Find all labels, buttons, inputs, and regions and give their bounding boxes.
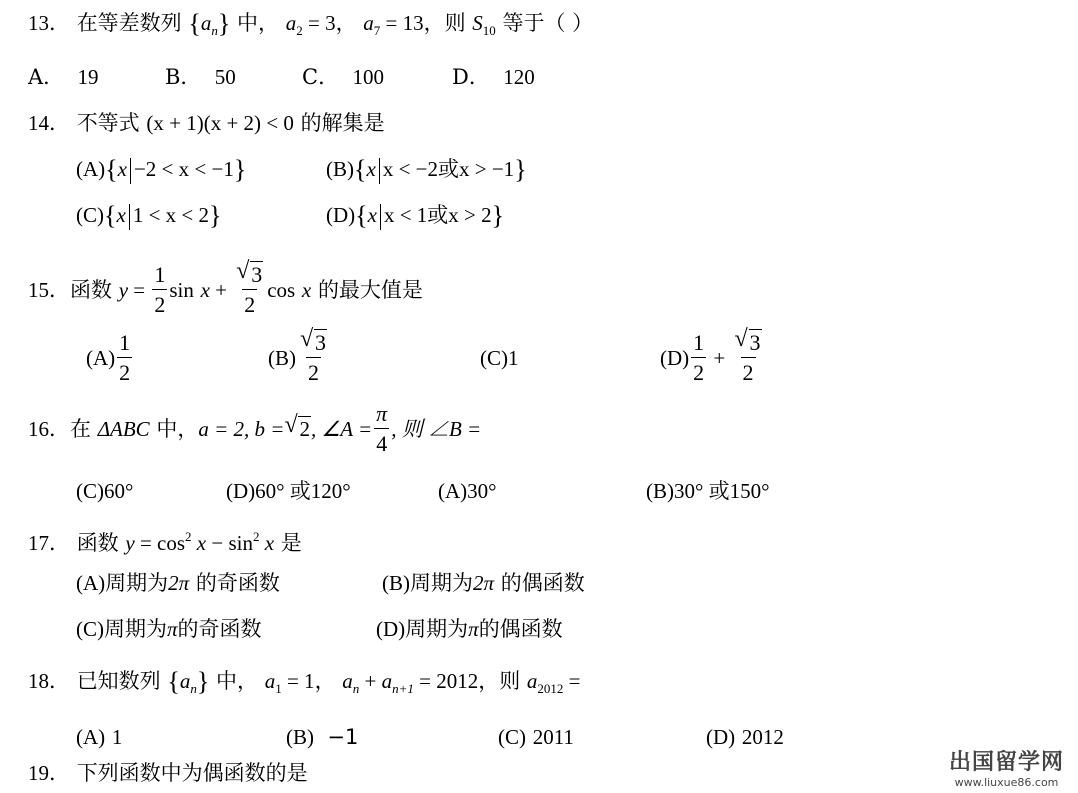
q17-option-c: (C)周期为π的奇函数 [76,617,262,641]
q13-option-b: B． 50 [165,65,236,89]
q16-option-c: (C)60° [76,479,134,503]
q18-option-a: (A) 1 [76,725,123,749]
q15-number: 15． [28,278,70,302]
q17-stem: 17． 函数 $y = \cos^2 x - \sin^2 x$ 是 [28,529,302,555]
q18-stem: 18． 已知数列 $\{a_n\}$ 中， $a_1 = 1$， $a_n + a_{n+1} = 2012$，则 $a_{2012}$ = [28,667,581,696]
q14-option-c: (C){x 1 < x < 2} [76,201,222,230]
q17-option-d: (D)周期为π的偶函数 [376,617,563,641]
q14-option-d: (D){x x < 1或x > 2} [326,201,505,230]
q14-stem: 14． 不等式 (x + 1)(x + 2) < 0 的解集是 [28,111,385,135]
q15-option-a: (A) $\frac{1}{2}$ [86,326,134,390]
q16-option-d: (D)60° 或120° [226,479,351,503]
q13-option-a: A． 19 [28,65,99,89]
q16-number: 16． [28,417,70,441]
q13-option-c: C． 100 [302,65,384,89]
q17-number: 17． [28,531,70,555]
q16-option-b: (B)30° 或150° [646,479,770,503]
q16-stem: 16． 在 ΔABC 中， a = 2, b = √ 2 , ∠A = $\frac{\pi}{4}$ , 则 ∠B = [28,398,481,460]
q16-option-a: (A)30° [438,479,497,503]
q19-stem: 19． 下列函数中为偶函数的是 [28,761,308,785]
q15-option-d: (D) $\frac{1}{2}$ + √ 3 2 [660,326,766,390]
watermark-logo [949,745,1064,789]
q18-option-b: (B) −1 [286,725,359,749]
q13-option-d: D． 120 [452,65,535,89]
watermark-url: www.liuxue86.com [954,776,1059,789]
q14-option-b: (B){x x < −2或x > −1} [326,155,527,184]
q18-option-c: (C) 2011 [498,725,574,749]
q15-option-b: (B) √ 3 2 [268,326,331,390]
q14-number: 14． [28,111,70,135]
q13-stem: 13． 在等差数列 $\{a_n\}$ 中， $a_2 = 3$， $a_7 = 13$，则 $S_{10}$ 等于（ ） [28,9,594,38]
q15-option-c: (C)1 [480,346,519,370]
watermark-title: 出国留学网 [948,750,1064,775]
q17-option-a: (A)周期为2π 的奇函数 [76,571,280,595]
q18-option-d: (D) 2012 [706,725,784,749]
q14-option-a: (A){x −2 < x < −1} [76,155,247,184]
q13-number: 13． [28,11,70,35]
q19-number: 19． [28,761,70,785]
q15-stem: 15． 函数 y = $\frac{1}{2}$ sin x + √ 3 2 cos x 的最大值是 [28,258,423,322]
q18-number: 18． [28,669,70,693]
q17-option-b: (B)周期为2π 的偶函数 [382,571,585,595]
